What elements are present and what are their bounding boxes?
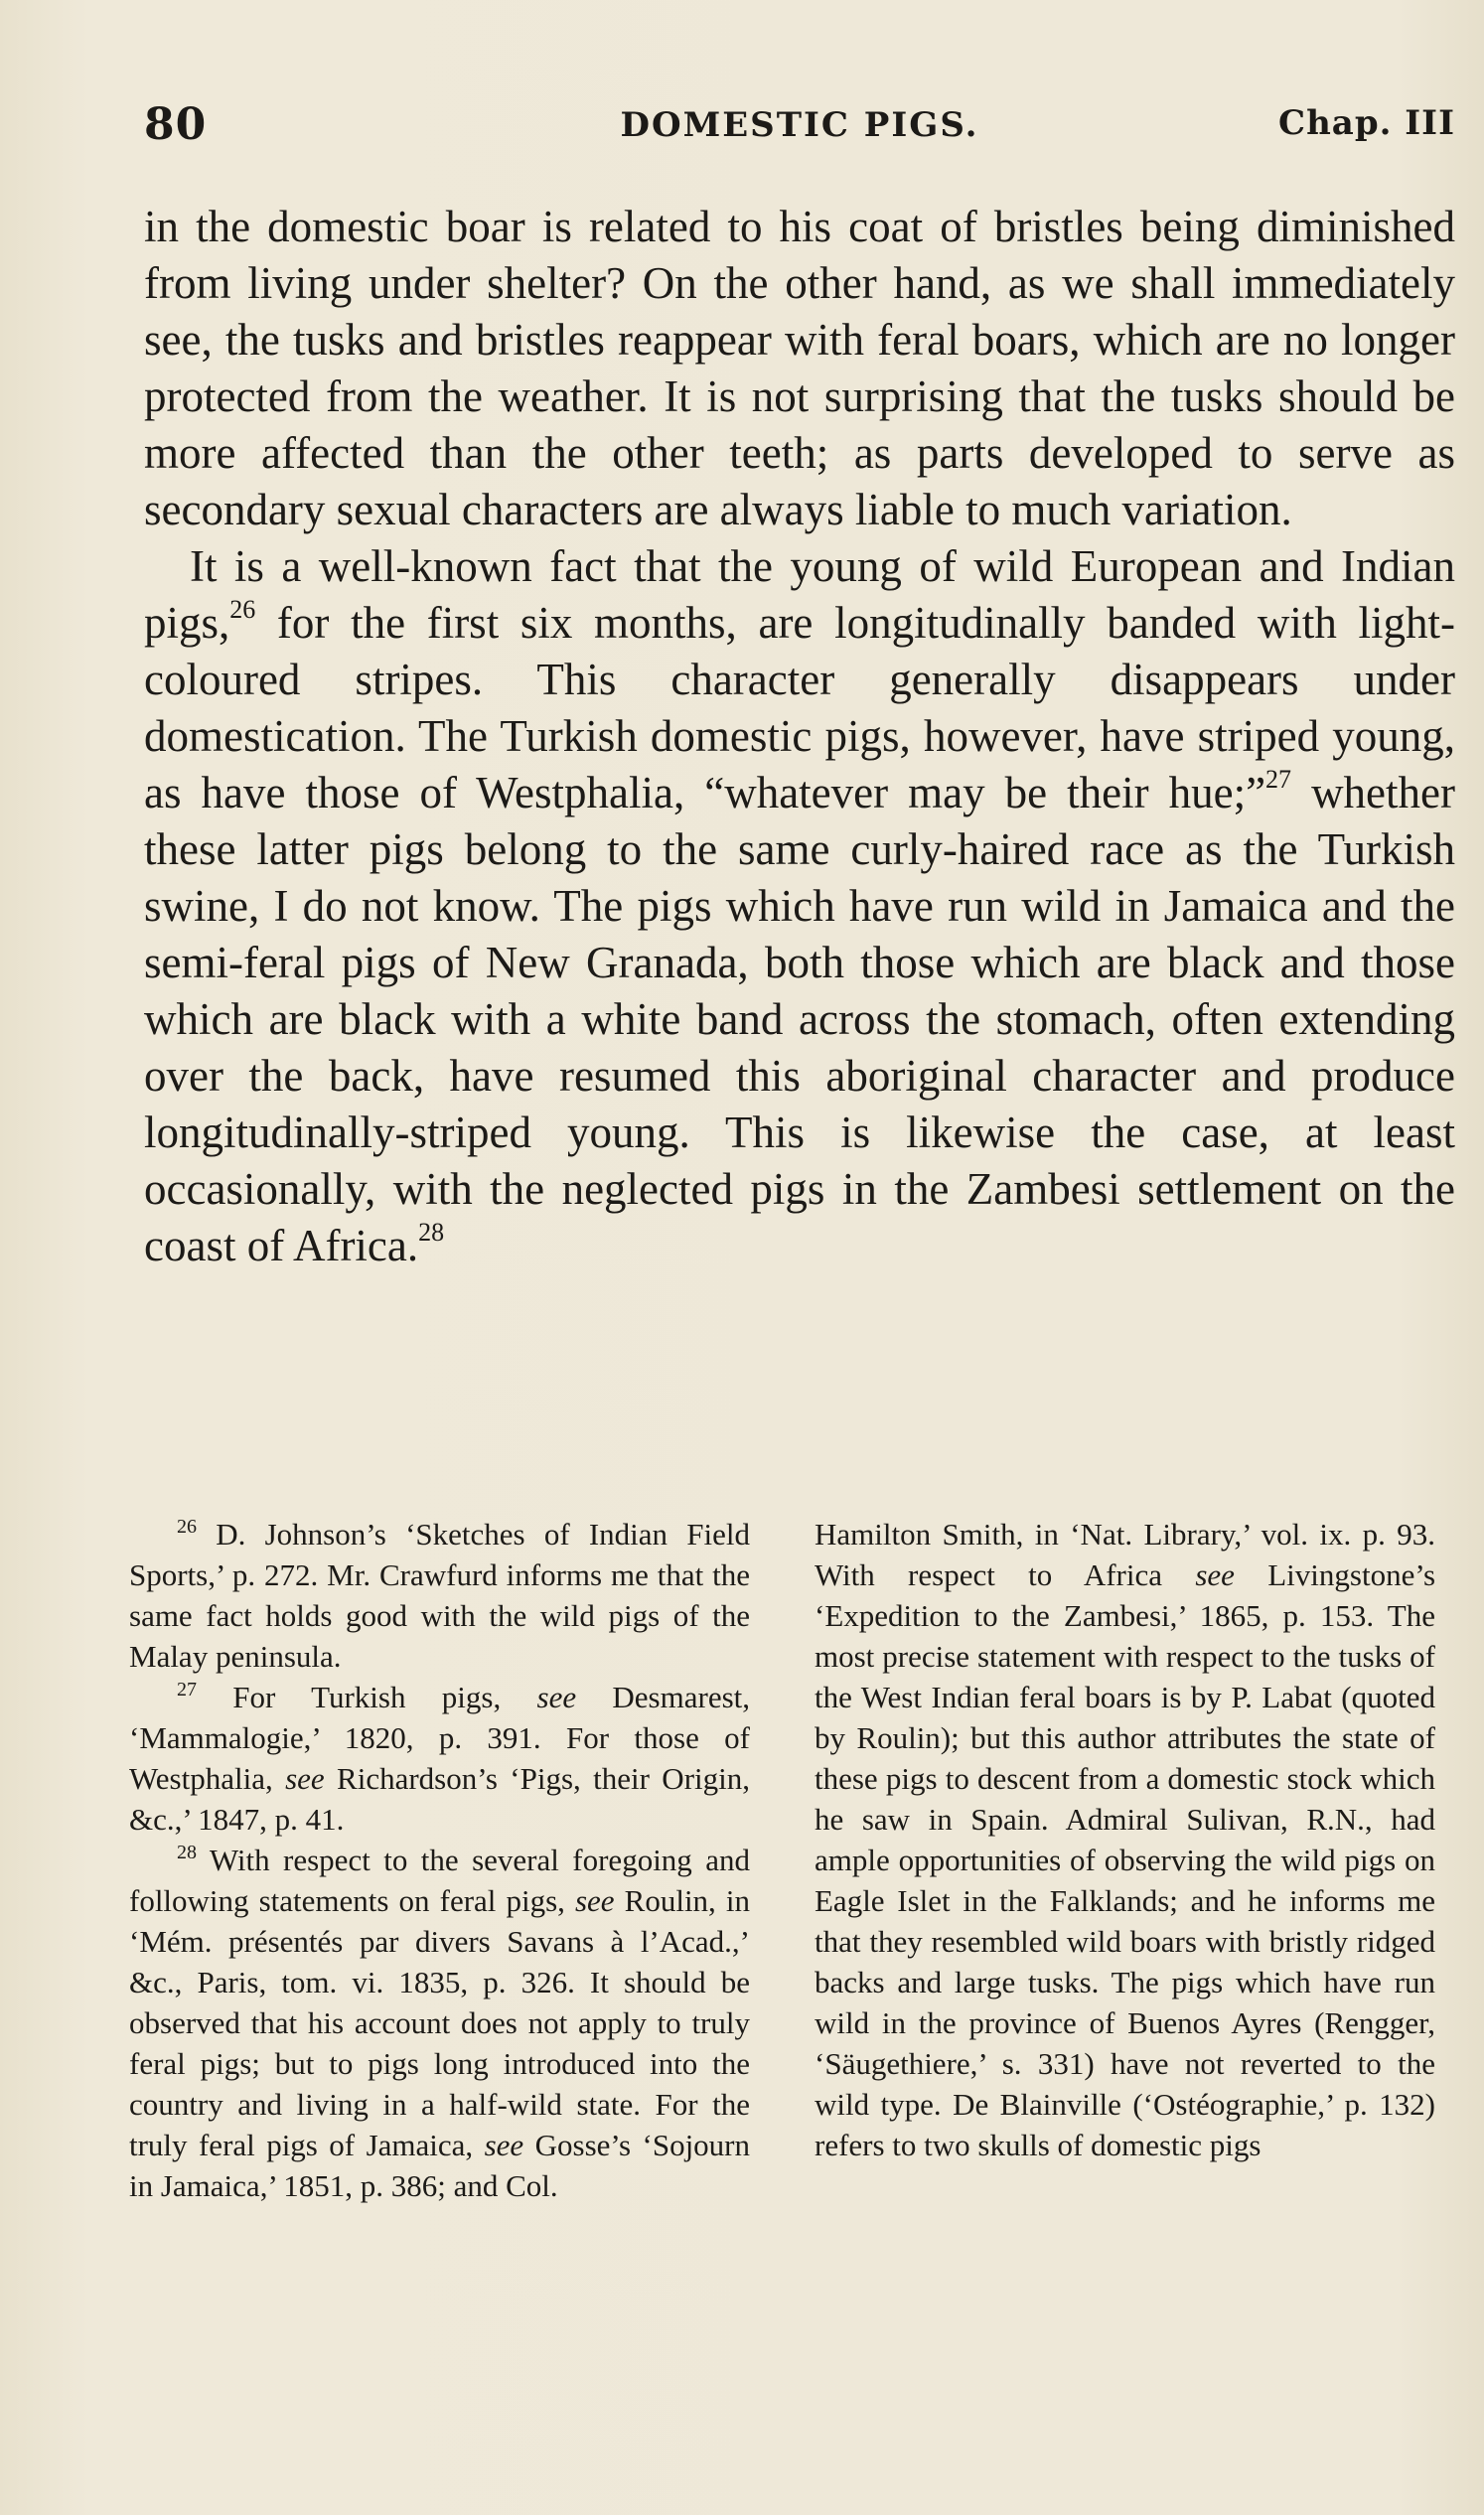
footnote-27-see-2: see [285,1761,325,1796]
footnote-ref-26: 26 [229,595,256,624]
main-text [144,199,1455,1274]
paragraph-2-part-a: It is a well-known fact that the young of wild European and Indian pigs, [144,541,1455,648]
page-number: 80 [144,99,208,150]
footnote-26-text: D. Johnson’s ‘Sketches of Indian Field Sports,’ p. 272. Mr. Crawfurd informs me that the same fact holds good with the wild pigs of the Malay peninsula. [129,1517,750,1674]
chapter-label: Chap. III [1278,103,1455,143]
footnote-28-text-b: Roulin, in ‘Mém. présentés par divers Savans à l’Acad.,’ &c., Paris, tom. vi. 1835, p. 326. It should be observed that his account does not apply to truly feral pigs; but to pigs long introduced into the country and living in a half-wild state. For the truly feral pigs of Jamaica, [129,1883,750,2162]
footnote-28-see-1: see [574,1883,615,1918]
footnote-27-text-c: Richardson’s ‘Pigs, their Origin, &c.,’ 1847, p. 41. [129,1761,750,1837]
running-title: DOMESTIC PIGS. [620,105,979,145]
footnote-27-text-a: For Turkish pigs, [197,1680,537,1714]
paragraph-2-part-c: whether these latter pigs belong to the same curly-haired race as the Turkish swine, I do not know. The pigs which have run wild in Jamaica and the semi-feral pigs of New Granada, both those which are black and those which are black with a white band across the stomach, often extending over the back, have resumed this aboriginal character and produce longitudinally-striped young. This is likewise the case, at least occasionally, with the neglected pigs in the Zambesi settlement on the coast of Africa. [144,768,1455,1270]
footnote-ref-27: 27 [1265,765,1292,794]
paragraph-2 [144,538,1455,1274]
paragraph-2-part-b: for the first six months, are longitudinally banded with light-coloured stripes. This character generally disappears under domestication. The Turkish domestic pigs, however, have striped young, as have those of Westphalia, “whatever may be their hue;” [144,598,1455,817]
footnote-28-text-c: Gosse’s ‘Sojourn in Jamaica,’ 1851, p. 386; and Col. [129,2128,751,2203]
footnote-28-see-2: see [484,2128,524,2162]
footnote-28-number: 28 [177,1842,197,1863]
paragraph-1: in the domestic boar is related to his coat of bristles being diminished from living under shelter? On the other hand, as we shall immediately see, the tusks and bristles reappear with feral boars, which are no longer protected from the weather. It is not surprising that the tusks should be more affected than the other teeth; as parts developed to serve as secondary sexual characters are always liable to much variation. [144,202,1455,534]
page-header [144,99,1455,159]
footnotes-left-column [129,1514,750,2206]
footnote-ref-28: 28 [418,1218,445,1247]
footnote-27-see-1: see [536,1680,577,1714]
footnote-28-text-a: With respect to the several foregoing and following statements on feral pigs, [129,1843,750,1918]
footnote-27-text-b: Desmarest, ‘Mammalogie,’ 1820, p. 391. For those of Westphalia, [129,1680,751,1796]
footnote-28-cont-text-b: Livingstone’s ‘Expedition to the Zambesi,’ 1865, p. 153. The most precise statement with respect to the tusks of the West Indian feral boars is by P. Labat (quoted by Roulin); but this author attributes the state of these pigs to descent from a domestic stock which he saw in Spain. Admiral Sulivan, R.N., had ample opportunities of observing the wild pigs on Eagle Islet in the Falklands; and he informs me that they resembled wild boars with bristly ridged backs and large tusks. The pigs which have run wild in the province of Buenos Ayres (Rengger, ‘Säugethiere,’ s. 331) have not reverted to the wild type. De Blainville (‘Ostéographie,’ p. 132) refers to two skulls of domestic pigs [815,1557,1436,2162]
footnote-27-number: 27 [177,1679,197,1701]
footnote-26-number: 26 [177,1516,197,1538]
footnotes-right-column [815,1514,1435,2165]
footnote-28 [129,1840,750,2206]
footnote-27 [129,1677,750,1840]
footnote-28-continued [815,1514,1435,2165]
footnote-28-cont-text-a: Hamilton Smith, in ‘Nat. Library,’ vol. ix. p. 93. With respect to Africa [815,1517,1435,1592]
footnote-26 [129,1514,750,1677]
footnote-28-cont-see: see [1195,1557,1235,1592]
